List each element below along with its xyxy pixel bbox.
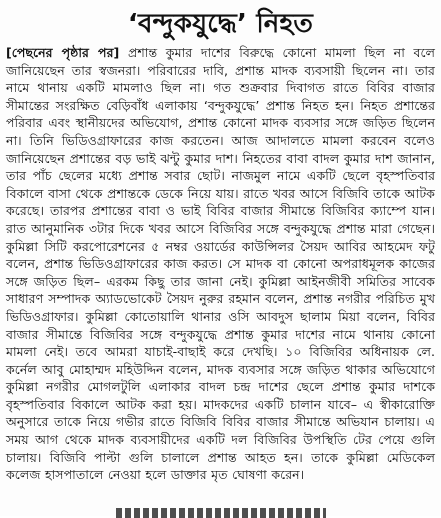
continued-from-back-page-label: [পেছনের পৃষ্ঠার পর] bbox=[6, 45, 120, 60]
article-text: প্রশান্ত কুমার দাশের বিরুদ্ধে কোনো মামলা ছিল না বলে জানিয়েছেন তার স্বজনরা। পরিবারের দাবি, প্রশান্ত মাদক ব্যবসায়ী ছিলেন না। তার নামে থানায় একটি মামলাও ছিল না। গত শুক্রবার দিবাগত রাতে বিবির বাজার সীমান্তের সংরক্ষিত বেড়িবাঁধ এলাকায় ‘বন্দুকযুদ্ধে’ প্রশান্ত নিহত হন। নিহত প্রশান্তের পরিবার এবং স্থানীয়দের অভিযোগ, প্রশান্ত কোনো মাদক ব্যবসার সঙ্গে জড়িত ছিলেন না। তিনি ভিডিওগ্রাফারের কাজ করতেন। আজ আদালতে মামলা করবেন বলেও জানিয়েছেন প্রশান্তের বড় ভাই ঝন্টু কুমার দাশ। নিহতের বাবা বাদল কুমার দাশ জানান, তার পাঁচ ছেলের মধ্যে প্রশান্ত সবার ছোট। নাজমুল নামে একটি ছেলে বৃহস্পতিবার বিকালে বাসা থেকে প্রশান্তকে ডেকে নিয়ে যায়। রাতে খবর আসে বিজিবি তাকে আটক করেছে। তারপর প্রশান্তের বাবা ও ভাই বিবির বাজার সীমান্তে বিজিবির ক্যাম্পে যান। রাত আনুমানিক ৩টার দিকে খবর আসে বিজিবির সঙ্গে বন্দুকযুদ্ধে প্রশান্ত মারা গেছেন। কুমিল্লা সিটি করপোরেশনের ৫ নম্বর ওয়ার্ডের কাউন্সিলর সৈয়দ আবির আহমেদ ফটু বলেন, প্রশান্ত ভিডিওগ্রাফারের কাজ করত। সে মাদক বা কোনো অপরাধমূলক কাজের সঙ্গে জড়িত ছিল– এরকম কিছু তার জানা নেই। কুমিল্লা আইনজীবী সমিতির সাবেক সাধারণ সম্পাদক অ্যাডভোকেট সৈয়দ নুরুর রহমান বলেন, প্রশান্ত নগরীর পরিচিত মুখ ভিডিওগ্রাফার। কুমিল্লা কোতোয়ালি থানার ওসি আবদুস ছালাম মিয়া বলেন, বিবির বাজার সীমান্তে বিজিবির সঙ্গে বন্দুকযুদ্ধে প্রশান্ত কুমার দাশের নামে থানায় কোনো মামলা নেই। তবে আমরা যাচাই-বাছাই করে দেখছি। ১০ বিজিবির অধিনায়ক লে. কর্নেল আবু মোহাম্মদ মহিউদ্দিন বলেন, মাদক ব্যবসার সঙ্গে জড়িত থাকার অভিযোগে কুমিল্লা নগরীর মোগলটুলি এলাকার বাদল চন্দ্র দাশের ছেলে প্রশান্ত কুমার দাশকে বৃহস্পতিবার বিকালে আটক করা হয়। মাদকদের একটি চালান যাবে– এ স্বীকারোক্তি অনুসারে তাকে নিয়ে গভীর রাতে বিজিবি বিবির বাজার সীমান্তে অভিযান চালায়। এ সময় আগ থেকে মাদক ব্যবসায়ীদের একটি দল বিজিবির উপস্থিতি টের পেয়ে গুলি চালায়। বিজিবি পাল্টা গুলি চালালে প্রশান্ত আহত হন। তাকে কুমিল্লা মেডিকেল কলেজ হাসপাতালে নেওয়া হলে ডাক্তার মৃত ঘোষণা করেন। bbox=[6, 45, 435, 483]
cropped-next-line bbox=[116, 508, 326, 518]
headline: ‘বন্দুকযুদ্ধে’ নিহত bbox=[127, 9, 314, 39]
article-body bbox=[6, 44, 435, 484]
